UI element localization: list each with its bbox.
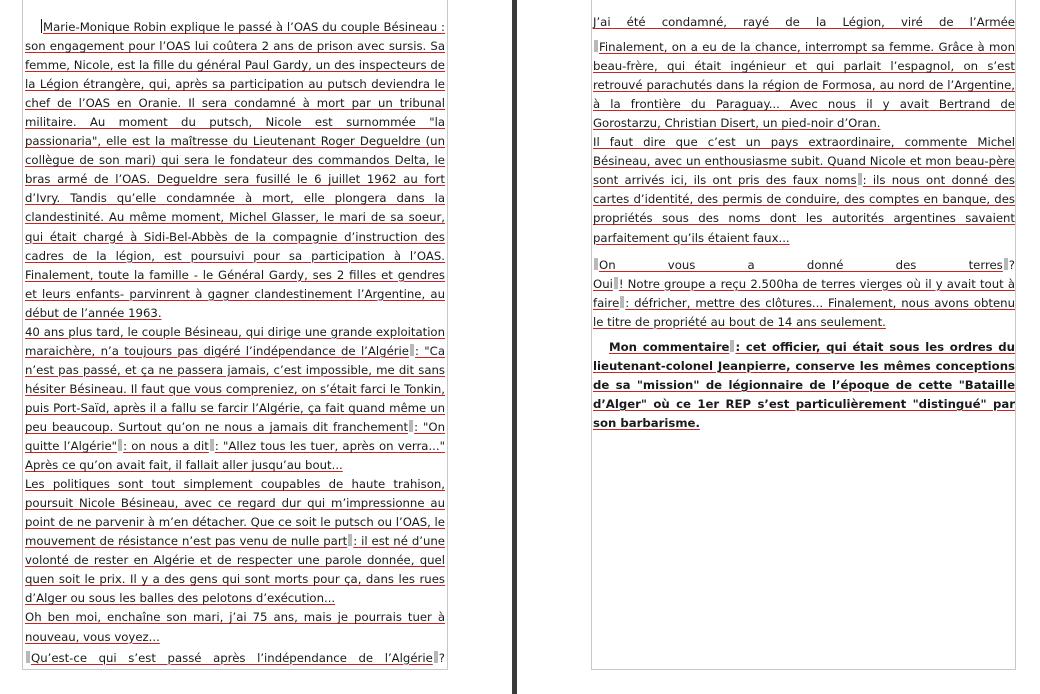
field-mark-icon (410, 344, 414, 356)
left-paragraph-4 (25, 608, 445, 646)
right-paragraph-3 (593, 133, 1015, 247)
left-paragraph-5 (25, 649, 445, 668)
right-p4c-text: ! Notre groupe a reçu 2.500ha de terres vierges où il y avait tout à faire (593, 276, 1015, 310)
right-paragraph-4-first (593, 256, 1015, 275)
right-paragraph-2 (593, 38, 1015, 133)
right-paragraph-1 (593, 13, 1015, 32)
field-mark-icon (614, 277, 618, 289)
left-paragraph-1 (25, 18, 445, 323)
field-mark-icon (858, 173, 862, 185)
comment-block (593, 338, 1015, 433)
right-page-text (592, 13, 1015, 433)
left-p2c-text: : "On quitte l’Algérie" (25, 419, 446, 454)
field-mark-icon (118, 439, 122, 451)
right-p1-text: J’ai été condamné, rayé de la Légion, viré de l’Armée (593, 15, 1015, 29)
right-p4a-end: ? (1008, 257, 1015, 272)
left-p5-end: ? (438, 650, 445, 665)
left-p5-text: Qu’est-ce qui s’est passé après l’indépendance de l’Algérie (31, 650, 433, 665)
left-p2e-text: : "Allez tous les tuer, après on verra..." Après ce qu’on avait fait, il fallait aller jusqu’au bout... (25, 439, 445, 473)
page-divider-bar[interactable] (512, 0, 517, 694)
document-page-left (22, 0, 448, 670)
left-page-text (23, 18, 447, 668)
left-p3-text: Les politiques sont tout simplement coupables de haute trahison, poursuit Nicole Bésineau, avec ce regard dur qui m’impressionne au point de ne parvenir à m’en détacher. Que ce soit le putsch ou l’OAS, le mouvement de résistance n’est pas venu de nulle part (25, 477, 445, 549)
left-p2b-text: : "Ca n’est pas passé, et ça ne passera jamais, c’est impossible, me dit sans hésiter Bésineau. Il faut que vous compreniez, on s’était farci le Tonkin, puis Port-Saïd, après il a fallu se farcir l’Algérie, ça fait quand même un peu beaucoup. Surtout qu’on ne nous a jamais dit franchement (25, 343, 445, 434)
field-mark-icon (348, 534, 352, 546)
document-page-right (591, 0, 1016, 670)
left-p1-text: Marie-Monique Robin explique le passé à l’OAS du couple Bésineau : son engagement pour l’OAS lui coûtera 2 ans de prison avec sursis. Sa femme, Nicole, est la fille du général Paul Gardy, un des inspecteurs de la Légion étrangère, qui, après sa participation au putsch deviendra le chef de l’OAS en Oranie. Il sera condamné à mort par un tribunal militaire. Au moment du putsch, Nicole est surnommée "la passionaria", elle est la maîtresse du Lieutenant Roger Degueldre (un collègue de son mari) qui sera le fondateur des commandos Delta, le bras armé de l’OAS. Degueldre sera fusillé le 6 juillet 1962 au fort d’Ivry. Tandis qu’elle condamnée à mort, elle plongera dans la clandestinité. Au même moment, Michel Glasser, le mari de sa soeur, qui était chargé à Sidi-Bel-Abbès de la compagnie d’instruction des cadres de la légion, est poursuivi pour sa participation à l’OAS. Finalement, toute la famille - le Général Gardy, ses 2 filles et gendres et leurs enfants- parvinrent à gagner clandestinement l’Argentine, au début de l’année 1963. (25, 20, 445, 320)
field-mark-icon (594, 258, 598, 270)
field-mark-icon (434, 651, 438, 663)
paragraph-spacer (593, 248, 1015, 256)
field-mark-icon (210, 439, 214, 451)
right-p4d-text: : défricher, mettre des clôtures... Finalement, nous avons obtenu le titre de propriété au bout de 14 ans seulement. (593, 295, 1015, 329)
right-p4a-text: On vous a donné des terres (599, 257, 1003, 272)
text-cursor (41, 19, 42, 33)
right-paragraph-4 (593, 275, 1015, 332)
comment-label: Mon commentaire (609, 339, 730, 354)
right-p2-text: Finalement, on a eu de la chance, interrompt sa femme. Grâce à mon beau-frère, qui était ingénieur et qui parlait l’espagnol, on s’est retrouvé parachutés dans la région de Formosa, au nord de l’Argentine, à la frontière du Paraguay... Avec nous il y avait Bertrand de Gorostarzu, Christian Disert, un pied-noir d’Oran. (593, 40, 1015, 131)
right-p4b-text: Oui (593, 276, 613, 291)
field-mark-icon (26, 651, 30, 663)
left-p4-text: Oh ben moi, enchaîne son mari, j’ai 75 ans, mais je pourrais tuer à nouveau, vous voyez... (25, 610, 445, 644)
left-p3b-text: : il est né d’une volonté de rester en Algérie et de respecter une parole donnée, quel quen soit le prix. Il y a des gens qui sont morts pour ça, dans les rues d’Alger ou sous les balles des pelotons d’exécution... (25, 534, 445, 606)
comment-paragraph (593, 338, 1015, 433)
field-mark-icon (730, 340, 734, 352)
left-p2a-text: 40 ans plus tard, le couple Bésineau, qui dirige une grande exploitation maraichère, n’a toujours pas digéré l’indépendance de l’Algérie (25, 324, 445, 358)
field-mark-icon (1004, 258, 1008, 270)
left-p2d-text: : on nous a dit (123, 439, 209, 454)
left-paragraph-3 (25, 475, 445, 608)
comment-text: : cet officier, qui était sous les ordres du lieutenant-colonel Jeanpierre, conserve les mêmes conceptions de sa "mission" de légionnaire de l’époque de cette "Bataille d’Alger" où ce 1er REP s’est particulièrement "distingué" par son barbarisme. (593, 339, 1015, 430)
right-p3a-text: Il faut dire que c’est un pays extraordinaire, commente Michel Bésineau, avec un enthousiasme subit. Quand Nicole et mon beau-père sont arrivés ici, ils ont pris des faux noms (593, 135, 1015, 188)
right-p3b-text: : ils nous ont donné des cartes d’identité, des permis de conduire, des comptes en banque, des propriétés sous des noms dont les autorités argentines savaient parfaitement qu’ils étaient faux... (593, 173, 1015, 245)
field-mark-icon (409, 420, 413, 432)
field-mark-icon (620, 296, 624, 308)
left-paragraph-2 (25, 323, 445, 475)
field-mark-icon (594, 40, 598, 52)
